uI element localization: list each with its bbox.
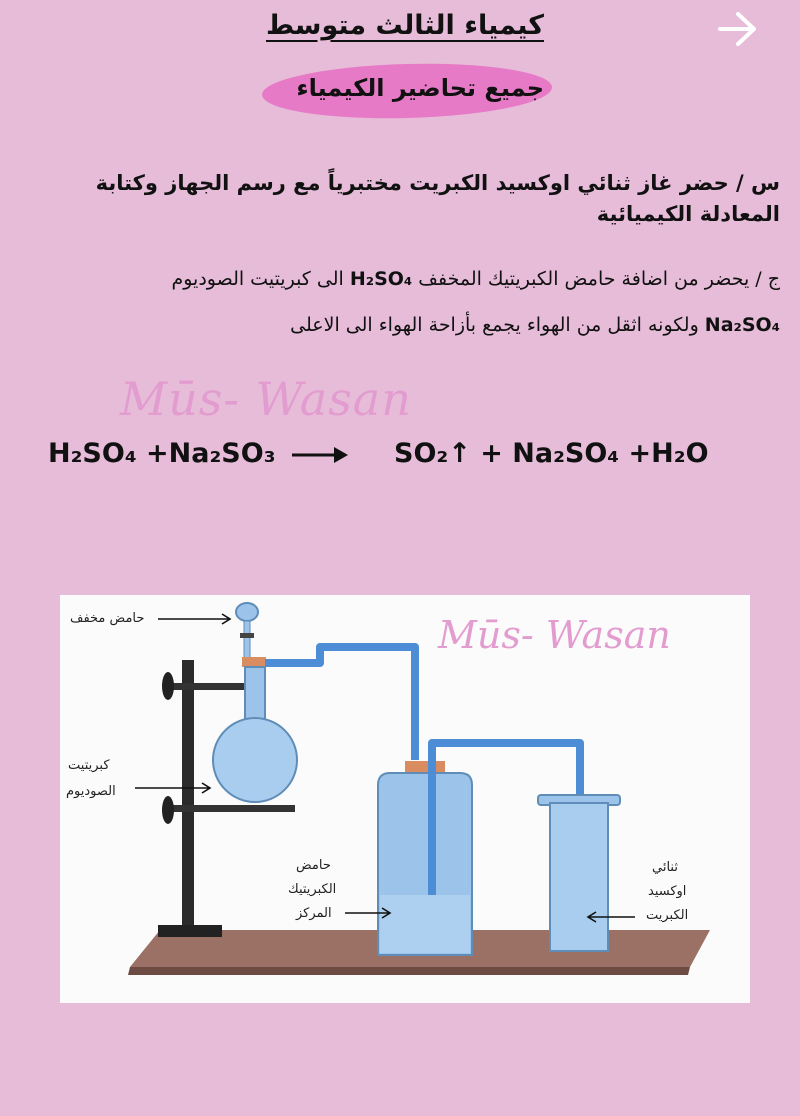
label-conc-acid-line3: المركز [296, 906, 332, 921]
label-conc-acid-line2: الكبريتيك [288, 882, 337, 897]
stand-clamp-bottom [170, 805, 295, 812]
flask-stopper [242, 657, 266, 667]
answer-line-1 [171, 268, 780, 290]
label-conc-acid-line1: حامض [296, 858, 331, 873]
label-so2-line1: ثنائي [652, 860, 678, 875]
right-arrow-icon [712, 6, 764, 52]
funnel-tap [240, 633, 254, 638]
author-watermark: Mūs- Wasan [120, 372, 412, 426]
page-title: كيمياء الثالث متوسط [266, 10, 544, 41]
arrow-sulfite [135, 783, 210, 793]
answer-line-1-prefix: ج / يحضر من اضافة حامض الكبريتيك المخفف [418, 268, 780, 290]
label-so2-line3: الكبريت [646, 908, 689, 923]
clamp-knob-top [162, 672, 174, 700]
answer-line-2 [290, 314, 780, 336]
label-sulfite-line1: كبريتيت [68, 758, 110, 773]
diagram-watermark: Mūs- Wasan [438, 613, 671, 657]
label-dilute-acid: حامض مخفف [70, 611, 145, 626]
answer-line-1-suffix: الى كبريتيت الصوديوم [171, 268, 344, 290]
stand-base [158, 925, 222, 937]
equation-products: SO₂↑ + Na₂SO₄ +H₂O [394, 438, 709, 469]
bench-edge [128, 967, 690, 975]
formula-h2so4: H₂SO₄ [349, 268, 413, 290]
page-subtitle: جميع تحاضير الكيمياء [296, 74, 544, 102]
equation-reactants: H₂SO₄ +Na₂SO₃ [48, 438, 276, 469]
back-arrow-button[interactable] [712, 6, 764, 52]
reaction-arrow-icon [290, 440, 352, 470]
stand-rod [182, 660, 194, 935]
question-text: س / حضر غاز ثنائي اوكسيد الكبريت مختبرياً مع رسم الجهاز وكتابة المعادلة الكيميائية [95, 171, 780, 226]
arrow-dilute-acid [158, 614, 230, 624]
round-bottom-flask [213, 718, 297, 802]
arrow-so2 [588, 912, 635, 922]
label-so2-line2: اوكسيد [648, 884, 687, 899]
arrow-conc-acid [345, 908, 390, 918]
concentrated-acid-liquid [380, 895, 470, 953]
apparatus-diagram [60, 595, 750, 1003]
formula-na2so4: Na₂SO₄ [704, 314, 780, 336]
clamp-knob-bottom [162, 796, 174, 824]
label-sulfite-line2: الصوديوم [66, 784, 116, 799]
gas-jar [550, 803, 608, 951]
answer-line-2-text: ولكونه اثقل من الهواء يجمع بأزاحة الهواء الى الاعلى [290, 314, 699, 336]
dropping-funnel [236, 603, 258, 621]
funnel-stem [244, 621, 250, 661]
